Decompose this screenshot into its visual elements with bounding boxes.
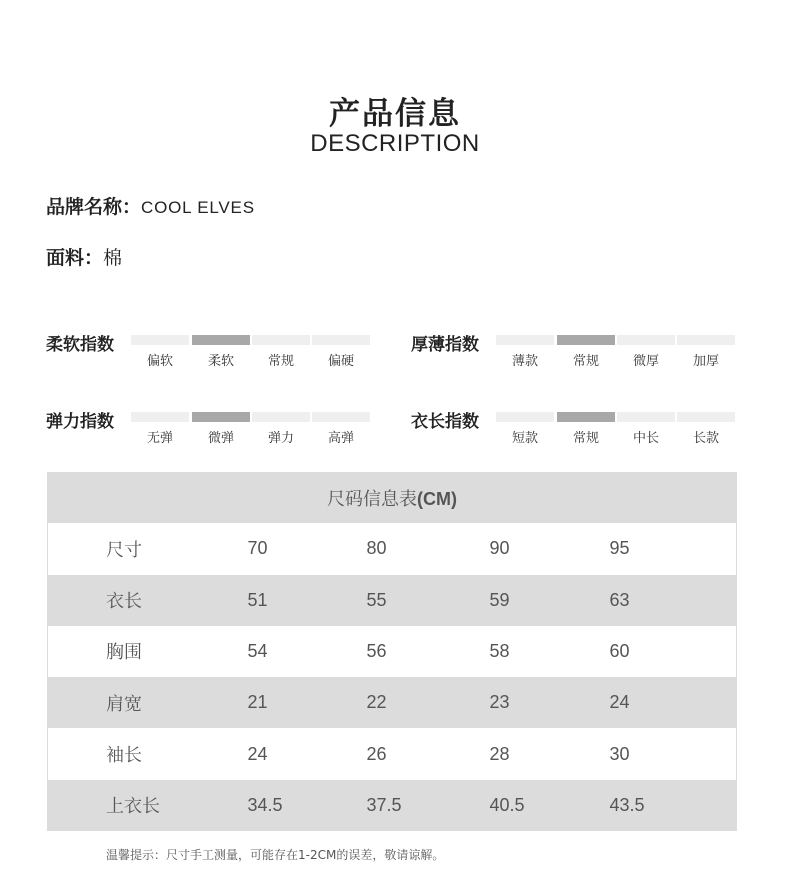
index-segment [617, 335, 675, 345]
table-row [48, 728, 737, 779]
row-name: 上衣长 [48, 780, 248, 831]
length-index [411, 407, 771, 453]
index-segment [617, 412, 675, 422]
table-cell: 60 [610, 626, 737, 677]
table-cell: 56 [367, 626, 490, 677]
index-segment [131, 335, 189, 345]
index-segment [496, 412, 554, 422]
index-option: 常规 [572, 431, 599, 446]
table-cell: 70 [248, 523, 367, 574]
index-segment [312, 335, 370, 345]
size-table-caption-unit: (CM) [417, 488, 458, 509]
elasticity-index [46, 407, 406, 453]
table-cell: 59 [490, 575, 610, 626]
page-title-cn: 产品信息 [329, 96, 461, 132]
table-cell: 34.5 [248, 780, 367, 831]
brand-label: 品牌名称： [46, 196, 142, 218]
table-row [48, 780, 737, 831]
table-cell: 90 [490, 523, 610, 574]
table-cell: 26 [367, 728, 490, 779]
index-label: 弹力指数 [46, 412, 114, 432]
table-cell: 28 [490, 728, 610, 779]
fabric-value: 棉 [103, 247, 123, 269]
index-segment [192, 335, 250, 345]
index-option: 加厚 [692, 354, 719, 369]
index-option: 偏软 [146, 354, 173, 369]
index-option: 高弹 [327, 431, 354, 446]
table-cell: 40.5 [490, 780, 610, 831]
table-cell: 43.5 [610, 780, 737, 831]
table-row [48, 575, 737, 626]
index-label: 柔软指数 [46, 335, 114, 355]
index-option: 无弹 [146, 431, 173, 446]
index-segment [312, 412, 370, 422]
index-option: 短款 [511, 431, 538, 446]
table-cell: 80 [367, 523, 490, 574]
index-option: 长款 [692, 431, 719, 446]
table-cell: 22 [367, 677, 490, 728]
row-name: 肩宽 [48, 677, 248, 728]
table-cell: 51 [248, 575, 367, 626]
brand-line [46, 192, 255, 219]
row-name: 袖长 [48, 728, 248, 779]
index-segment [557, 335, 615, 345]
row-name: 尺寸 [48, 523, 248, 574]
table-cell: 63 [610, 575, 737, 626]
index-option: 常规 [572, 354, 599, 369]
index-option: 微厚 [632, 354, 659, 369]
index-option: 偏硬 [327, 354, 354, 369]
table-row [48, 523, 737, 574]
size-table [47, 472, 737, 831]
table-cell: 23 [490, 677, 610, 728]
index-option: 中长 [632, 431, 659, 446]
table-cell: 95 [610, 523, 737, 574]
size-table-caption-cn: 尺码信息表 [327, 488, 418, 510]
page-title-en: DESCRIPTION [310, 130, 480, 157]
measurement-note: 温馨提示：尺寸手工测量，可能存在1-2CM的误差，敬请谅解。 [106, 848, 445, 862]
index-option: 薄款 [511, 354, 538, 369]
row-name: 胸围 [48, 626, 248, 677]
index-option: 微弹 [207, 431, 234, 446]
index-segment [677, 412, 735, 422]
table-cell: 24 [248, 728, 367, 779]
table-cell: 54 [248, 626, 367, 677]
thickness-index [411, 330, 771, 376]
fabric-line [46, 243, 122, 270]
index-segment [252, 412, 310, 422]
table-cell: 55 [367, 575, 490, 626]
table-cell: 24 [610, 677, 737, 728]
index-option: 弹力 [267, 431, 294, 446]
table-cell: 37.5 [367, 780, 490, 831]
index-option: 常规 [267, 354, 294, 369]
index-option: 柔软 [207, 354, 234, 369]
index-label: 衣长指数 [411, 412, 479, 432]
index-segment [557, 412, 615, 422]
index-segment [677, 335, 735, 345]
table-cell: 58 [490, 626, 610, 677]
table-row [48, 626, 737, 677]
table-cell: 21 [248, 677, 367, 728]
index-label: 厚薄指数 [411, 335, 479, 355]
index-segment [131, 412, 189, 422]
index-segment [496, 335, 554, 345]
index-segment [252, 335, 310, 345]
fabric-label: 面料： [46, 247, 104, 269]
index-segment [192, 412, 250, 422]
size-table-caption [48, 472, 737, 523]
softness-index [46, 330, 406, 376]
table-row [48, 677, 737, 728]
row-name: 衣长 [48, 575, 248, 626]
table-cell: 30 [610, 728, 737, 779]
brand-value: COOL ELVES [141, 198, 255, 217]
